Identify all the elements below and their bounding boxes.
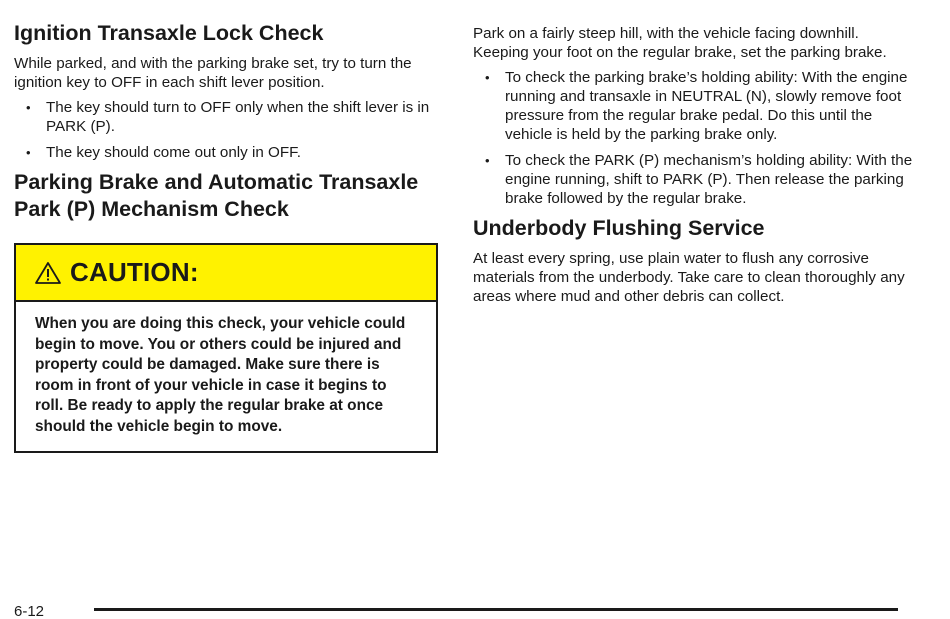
list-item xyxy=(473,151,913,208)
left-column xyxy=(14,20,439,453)
underbody-text: At least every spring, use plain water to flush any corrosive materials from the underbody. Take care to clean thoroughly any areas where mud and other debris can collect. xyxy=(473,250,905,305)
warning-triangle-icon xyxy=(34,261,62,285)
right-column xyxy=(473,24,913,306)
list-item xyxy=(14,143,439,162)
ignition-bullet-list xyxy=(14,98,439,162)
list-item xyxy=(473,68,913,144)
caution-box xyxy=(14,243,438,453)
bullet-text: The key should turn to OFF only when the shift lever is in PARK (P). xyxy=(46,99,430,135)
ignition-intro: While parked, and with the parking brake set, try to turn the ignition key to OFF in each shift lever position. xyxy=(14,55,412,91)
underbody-heading: Underbody Flushing Service xyxy=(473,216,765,240)
bullet-icon: • xyxy=(485,70,490,85)
ignition-heading: Ignition Transaxle Lock Check xyxy=(14,21,324,45)
list-item xyxy=(14,98,439,136)
bullet-icon: • xyxy=(26,145,31,160)
bullet-text: To check the parking brake’s holding ability: With the engine running and transaxle in NEUTRAL (N), slowly remove foot pressure from the regular brake pedal. Do this until the vehicle is held by the parking brake only. xyxy=(505,69,908,143)
parking-brake-heading: Parking Brake and Automatic Transaxle Park (P) Mechanism Check xyxy=(14,170,419,221)
caution-text: When you are doing this check, your vehicle could begin to move. You or others could be injured and property could be damaged. Make sure there is room in front of your vehicle in case it begins to roll. Be ready to apply the regular brake at once should the vehicle begin to move. xyxy=(35,315,406,435)
page-number: 6-12 xyxy=(14,603,45,619)
hill-intro: Park on a fairly steep hill, with the vehicle facing downhill. Keeping your foot on the regular brake, set the parking brake. xyxy=(473,25,887,61)
check-bullet-list xyxy=(473,68,913,208)
bullet-icon: • xyxy=(26,100,31,115)
bullet-icon: • xyxy=(485,153,490,168)
footer-divider xyxy=(94,608,898,611)
caution-header xyxy=(16,245,436,302)
caution-title: CAUTION: xyxy=(70,257,199,287)
bullet-text: The key should come out only in OFF. xyxy=(46,144,301,161)
bullet-text: To check the PARK (P) mechanism’s holding ability: With the engine running, shift to PARK (P). Then release the parking brake followed by the regular brake. xyxy=(505,152,913,207)
